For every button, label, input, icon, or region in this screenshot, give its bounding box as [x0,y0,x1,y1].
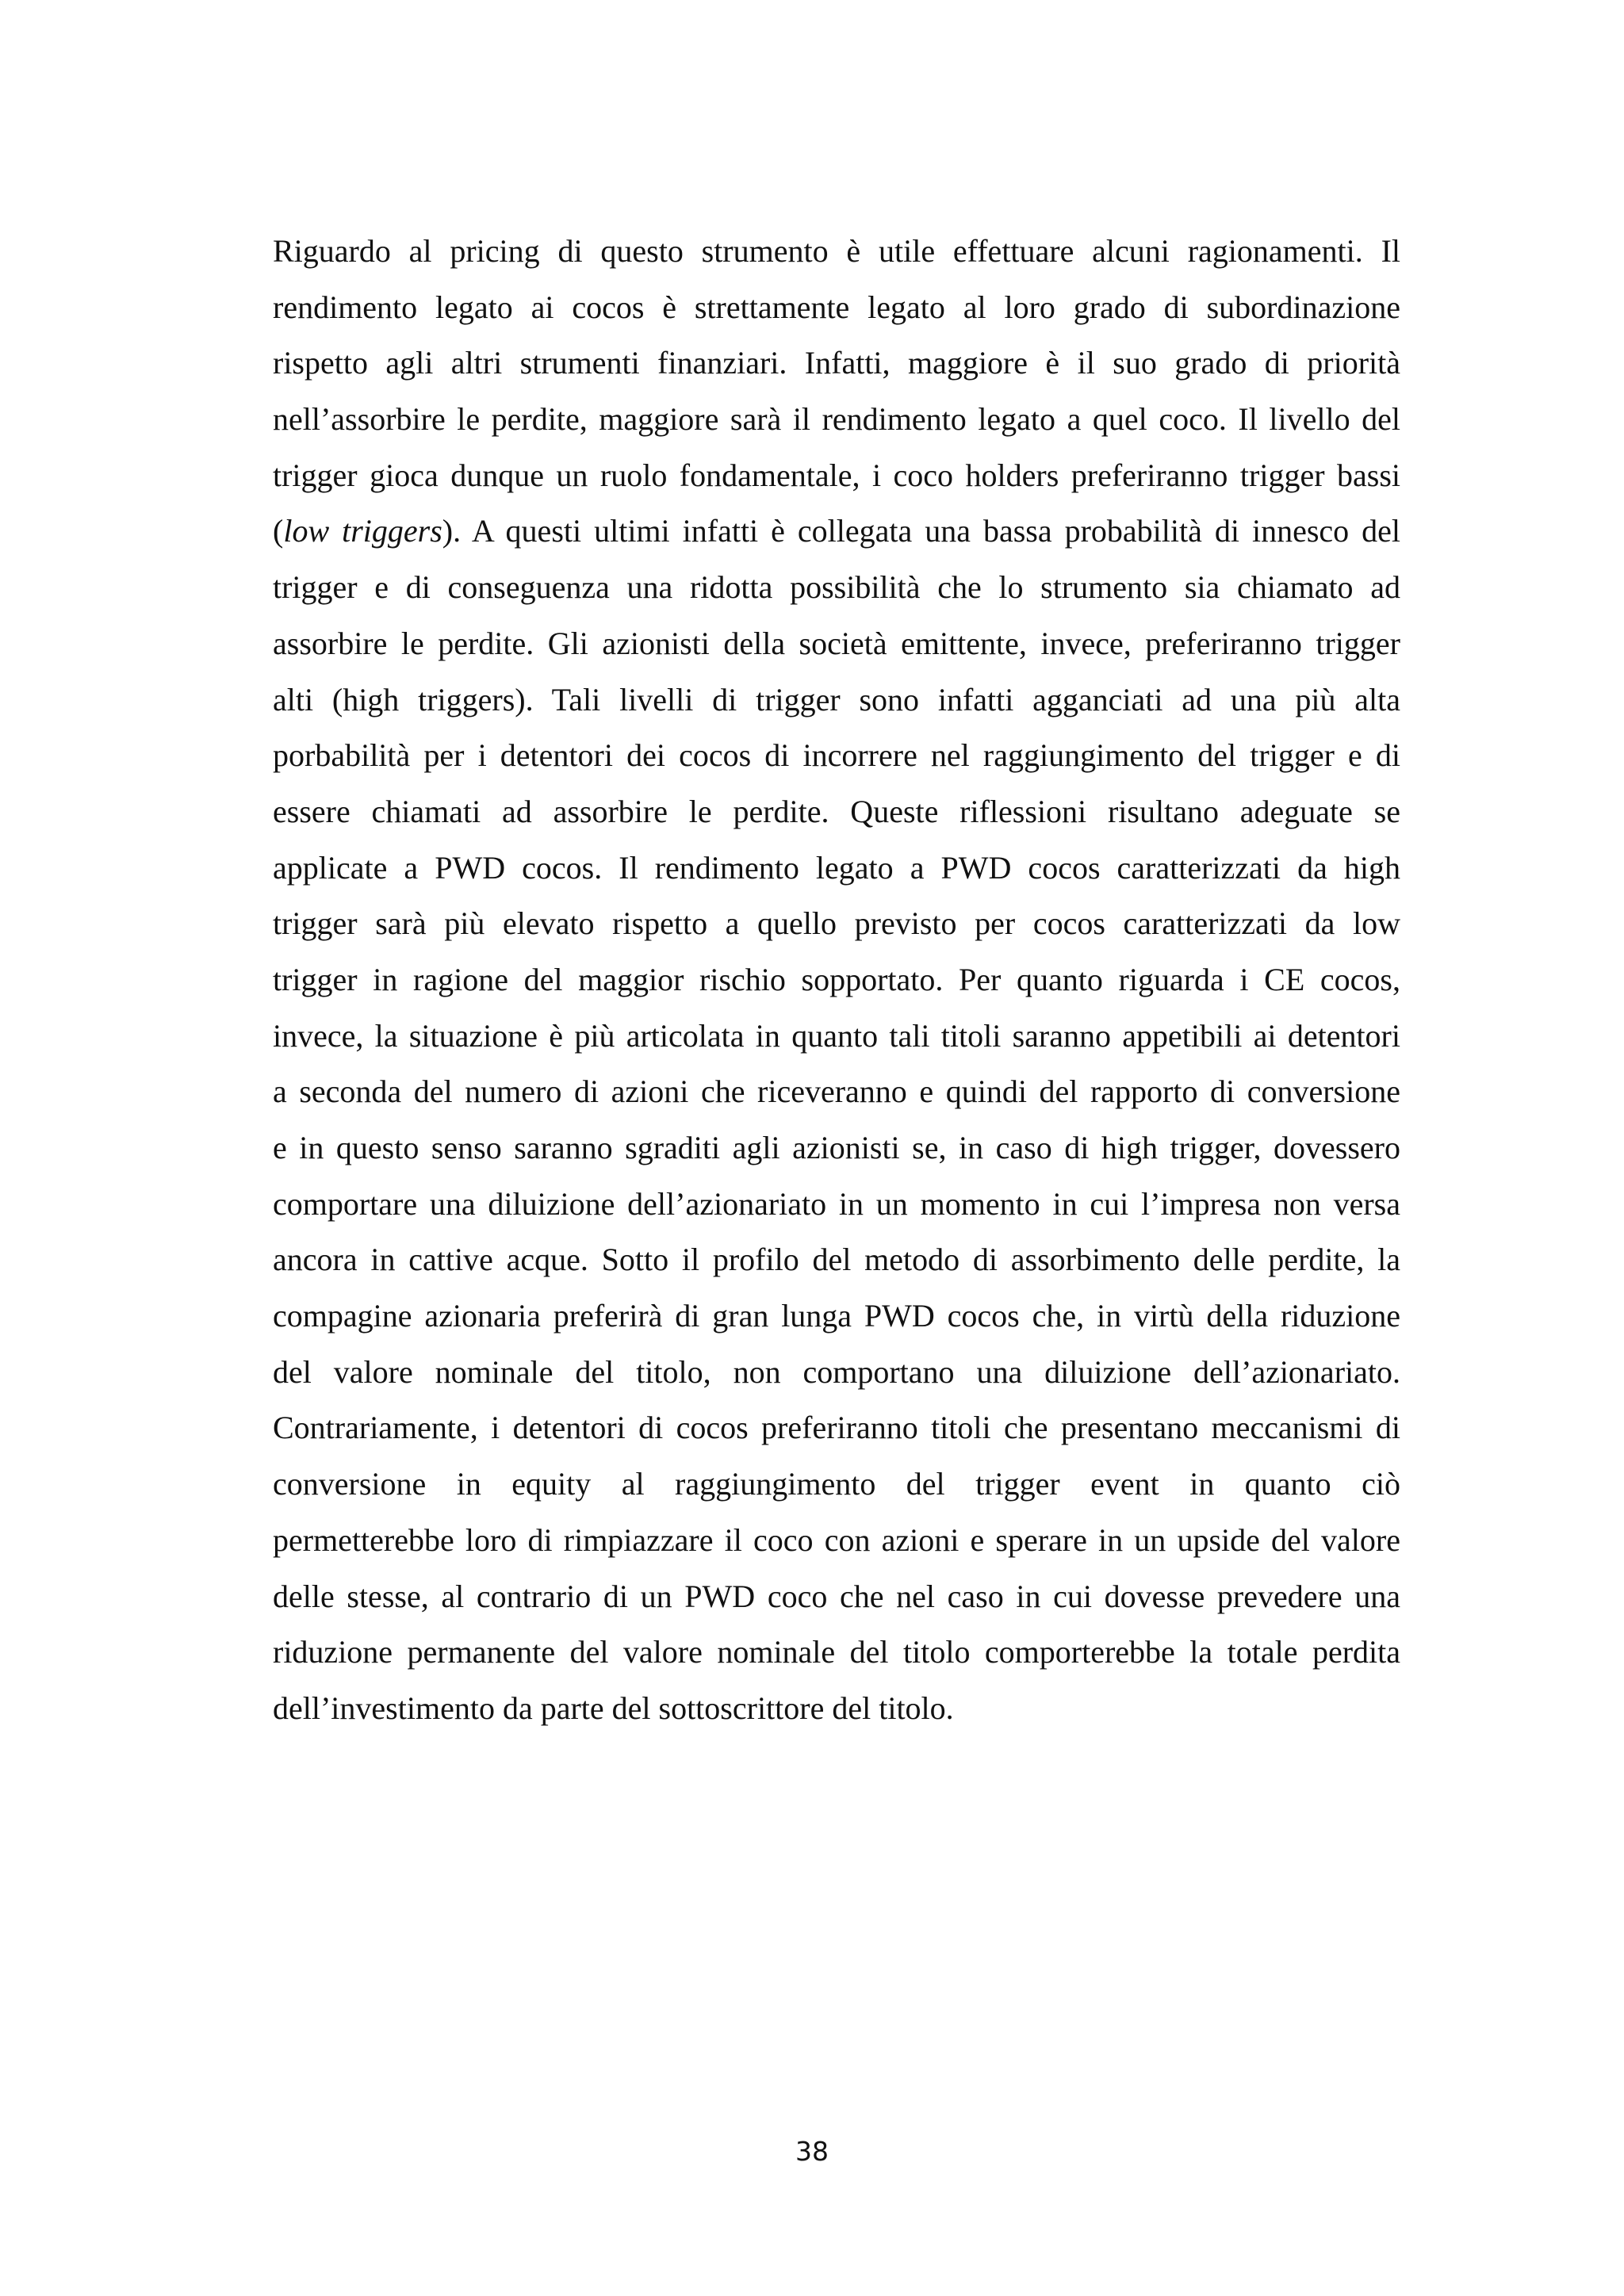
paragraph-line: Contrariamente, i detentori di cocos preferiranno titoli che presentano meccanismi di [273,1410,1400,1446]
paragraph-line: compagine azionaria preferirà di gran lunga PWD cocos che, in virtù della riduzione [273,1298,1400,1334]
paragraph-line: rispetto agli altri strumenti finanziari. Infatti, maggiore è il suo grado di priorità [273,345,1400,381]
page-number: 38 [795,2136,829,2167]
paragraph-line: alti (high triggers). Tali livelli di trigger sono infatti agganciati ad una più alta [273,681,1400,718]
paragraph-line: porbabilità per i detentori dei cocos di incorrere nel raggiungimento del trigger e di [273,737,1400,774]
paragraph-line: essere chiamati ad assorbire le perdite. Queste riflessioni risultano adeguate se [273,793,1400,829]
paragraph-line: ancora in cattive acque. Sotto il profilo del metodo di assorbimento delle perdite, la [273,1242,1400,1278]
paragraph-line: permetterebbe loro di rimpiazzare il coco con azioni e sperare in un upside del valore [273,1521,1400,1558]
line-prefix: ( [273,513,284,549]
paragraph-line-with-italic [273,503,1400,560]
paragraph-line: applicate a PWD cocos. Il rendimento legato a PWD cocos caratterizzati da high [273,849,1400,886]
paragraph-line: conversione in equity al raggiungimento del trigger event in quanto ciò [273,1466,1400,1502]
italic-term: low triggers [283,513,442,549]
paragraph-line: assorbire le perdite. Gli azionisti della società emittente, invece, preferiranno trigger [273,625,1400,661]
paragraph-line: del valore nominale del titolo, non comportano una diluizione dell’azionariato. [273,1353,1400,1390]
paragraph-last-line: dell’investimento da parte del sottoscrittore del titolo. [273,1689,954,1726]
paragraph-line: invece, la situazione è più articolata in quanto tali titoli saranno appetibili ai detentori [273,1017,1400,1054]
paragraph-line: e in questo senso saranno sgraditi agli azionisti se, in caso di high trigger, dovessero [273,1130,1400,1165]
paragraph-line: a seconda del numero di azioni che riceveranno e quindi del rapporto di conversione [273,1073,1400,1110]
line-suffix: ). A questi ultimi infatti è collegata una bassa probabilità di innesco del [442,513,1400,549]
paragraph-line: nell’assorbire le perdite, maggiore sarà il rendimento legato a quel coco. Il livello del [273,401,1400,438]
paragraph-line: rendimento legato ai cocos è strettamente legato al loro grado di subordinazione [273,289,1400,325]
body-paragraph [273,224,1400,1737]
paragraph-line: trigger in ragione del maggior rischio sopportato. Per quanto riguarda i CE cocos, [273,961,1400,997]
paragraph-line: riduzione permanente del valore nominale del titolo comporterebbe la totale perdita [273,1634,1400,1670]
paragraph-line: Riguardo al pricing di questo strumento è utile effettuare alcuni ragionamenti. Il [273,233,1400,269]
paragraph-line: trigger e di conseguenza una ridotta possibilità che lo strumento sia chiamato ad [273,569,1400,606]
paragraph-line: trigger gioca dunque un ruolo fondamentale, i coco holders preferiranno trigger bassi [273,457,1400,493]
paragraph-line: trigger sarà più elevato rispetto a quello previsto per cocos caratterizzati da low [273,905,1400,942]
paragraph-line: comportare una diluizione dell’azionariato in un momento in cui l’impresa non versa [273,1185,1400,1222]
paragraph-line: delle stesse, al contrario di un PWD coco che nel caso in cui dovesse prevedere una [273,1578,1400,1614]
